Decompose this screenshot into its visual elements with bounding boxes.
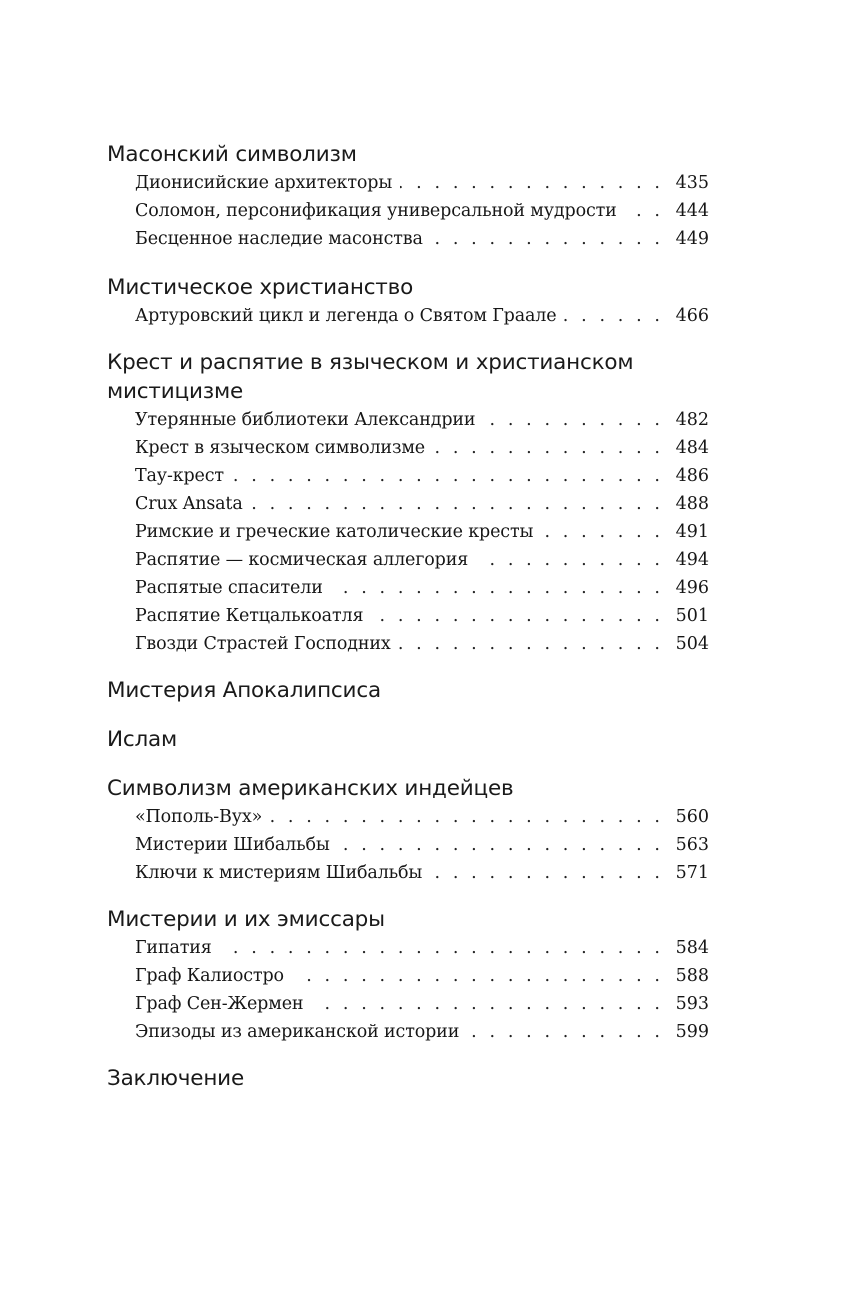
entry-page-number: 588: [675, 966, 709, 986]
entry-page-number: 496: [675, 578, 709, 598]
entry-label: Распятые спасители: [135, 578, 323, 598]
toc-section-masonic-symbolism: [107, 140, 709, 253]
entry-page-number: 504: [675, 634, 709, 654]
dot-leader: [270, 803, 663, 831]
toc-entry[interactable]: [135, 1018, 709, 1046]
toc-entry[interactable]: [135, 602, 709, 630]
toc-entry[interactable]: [135, 546, 709, 574]
entry-label: Распятие — космическая аллегория: [135, 550, 469, 570]
toc-entry[interactable]: [135, 962, 709, 990]
dot-leader: [232, 462, 664, 490]
dot-leader: [541, 518, 663, 546]
entry-page-number: 584: [675, 938, 709, 958]
entry-label: Мистерии Шибальбы: [135, 835, 330, 855]
dot-leader: [311, 990, 663, 1018]
dot-leader: [476, 546, 663, 574]
section-title[interactable]: Заключение: [107, 1066, 244, 1091]
entry-page-number: 484: [675, 438, 709, 458]
toc-section-conclusion: [107, 1064, 709, 1093]
entry-label: Тау-крест: [135, 466, 224, 486]
entry-label: Дионисийские архитекторы: [135, 173, 393, 193]
dot-leader: [292, 962, 664, 990]
toc-entry[interactable]: [135, 462, 709, 490]
entry-page-number: 563: [675, 835, 709, 855]
entry-page-number: 486: [675, 466, 709, 486]
entry-list: [107, 934, 709, 1046]
entry-label: Артуровский цикл и легенда о Святом Граале: [135, 306, 557, 326]
section-title: Мистическое христианство: [107, 275, 414, 300]
toc-entry[interactable]: [135, 990, 709, 1018]
dot-leader: [400, 169, 663, 197]
entry-label: Соломон, персонификация универсальной мудрости: [135, 201, 617, 221]
dot-leader: [467, 1018, 663, 1046]
toc-section-islam: [107, 725, 709, 754]
toc-entry[interactable]: [135, 406, 709, 434]
entry-page-number: 599: [675, 1022, 709, 1042]
entry-list: [107, 406, 709, 658]
dot-leader: [371, 602, 663, 630]
section-title: Масонский символизм: [107, 142, 357, 167]
dot-leader: [251, 490, 664, 518]
entry-page-number: 571: [675, 863, 709, 883]
section-title[interactable]: Ислам: [107, 727, 178, 752]
entry-label: Утерянные библиотеки Александрии: [135, 410, 476, 430]
toc-section-mysteries-and-emissaries: [107, 905, 709, 1046]
entry-label: «Пополь-Вух»: [135, 807, 263, 827]
dot-leader: [399, 630, 664, 658]
entry-label: Эпизоды из американской истории: [135, 1022, 460, 1042]
toc-entry[interactable]: [135, 934, 709, 962]
toc-section-cross-and-crucifixion: [107, 348, 709, 658]
entry-page-number: 491: [675, 522, 709, 542]
dot-leader: [431, 225, 664, 253]
toc-entry[interactable]: [135, 518, 709, 546]
entry-label: Римские и греческие католические кресты: [135, 522, 534, 542]
entry-label: Гипатия: [135, 938, 212, 958]
toc-entry[interactable]: [135, 169, 709, 197]
entry-page-number: 488: [675, 494, 709, 514]
entry-list: [107, 169, 709, 253]
entry-label: Граф Калиостро: [135, 966, 284, 986]
dot-leader: [625, 197, 664, 225]
entry-label: Распятие Кетцалькоатля: [135, 606, 364, 626]
entry-list: [107, 803, 709, 887]
dot-leader: [433, 434, 664, 462]
toc-entry[interactable]: [135, 630, 709, 658]
toc-entry[interactable]: [135, 803, 709, 831]
dot-leader: [331, 574, 664, 602]
entry-page-number: 466: [675, 306, 709, 326]
toc-section-mystical-christianity: [107, 273, 709, 330]
section-title[interactable]: Мистерия Апокалипсиса: [107, 678, 381, 703]
section-title-line-1: Крест и распятие в языческом и христианском: [107, 350, 634, 375]
toc-entry[interactable]: [135, 302, 709, 330]
dot-leader: [220, 934, 664, 962]
entry-page-number: 593: [675, 994, 709, 1014]
entry-page-number: 449: [675, 229, 709, 249]
toc-section-american-indian-symbolism: [107, 774, 709, 887]
section-title-line-2: мистицизме: [107, 379, 243, 404]
toc-entry[interactable]: [135, 574, 709, 602]
entry-label: Крест в языческом символизме: [135, 438, 426, 458]
toc-entry[interactable]: [135, 225, 709, 253]
toc-section-apocalypse-mystery: [107, 676, 709, 705]
dot-leader: [338, 831, 664, 859]
table-of-contents: [107, 140, 709, 1093]
toc-entry[interactable]: [135, 490, 709, 518]
dot-leader: [564, 302, 663, 330]
entry-page-number: 560: [675, 807, 709, 827]
entry-label: Бесценное наследие масонства: [135, 229, 423, 249]
entry-label: Гвозди Страстей Господних: [135, 634, 391, 654]
entry-list: [107, 302, 709, 330]
entry-label: Ключи к мистериям Шибальбы: [135, 863, 423, 883]
entry-page-number: 435: [675, 173, 709, 193]
toc-entry[interactable]: [135, 434, 709, 462]
toc-entry[interactable]: [135, 197, 709, 225]
entry-label: Crux Ansata: [135, 494, 243, 514]
entry-page-number: 501: [675, 606, 709, 626]
section-title: Мистерии и их эмиссары: [107, 907, 385, 932]
toc-entry[interactable]: [135, 859, 709, 887]
entry-label: Граф Сен-Жермен: [135, 994, 304, 1014]
entry-page-number: 444: [675, 201, 709, 221]
entry-page-number: 482: [675, 410, 709, 430]
dot-leader: [483, 406, 663, 434]
section-title: Символизм американских индейцев: [107, 776, 514, 801]
toc-entry[interactable]: [135, 831, 709, 859]
entry-page-number: 494: [675, 550, 709, 570]
dot-leader: [430, 859, 663, 887]
